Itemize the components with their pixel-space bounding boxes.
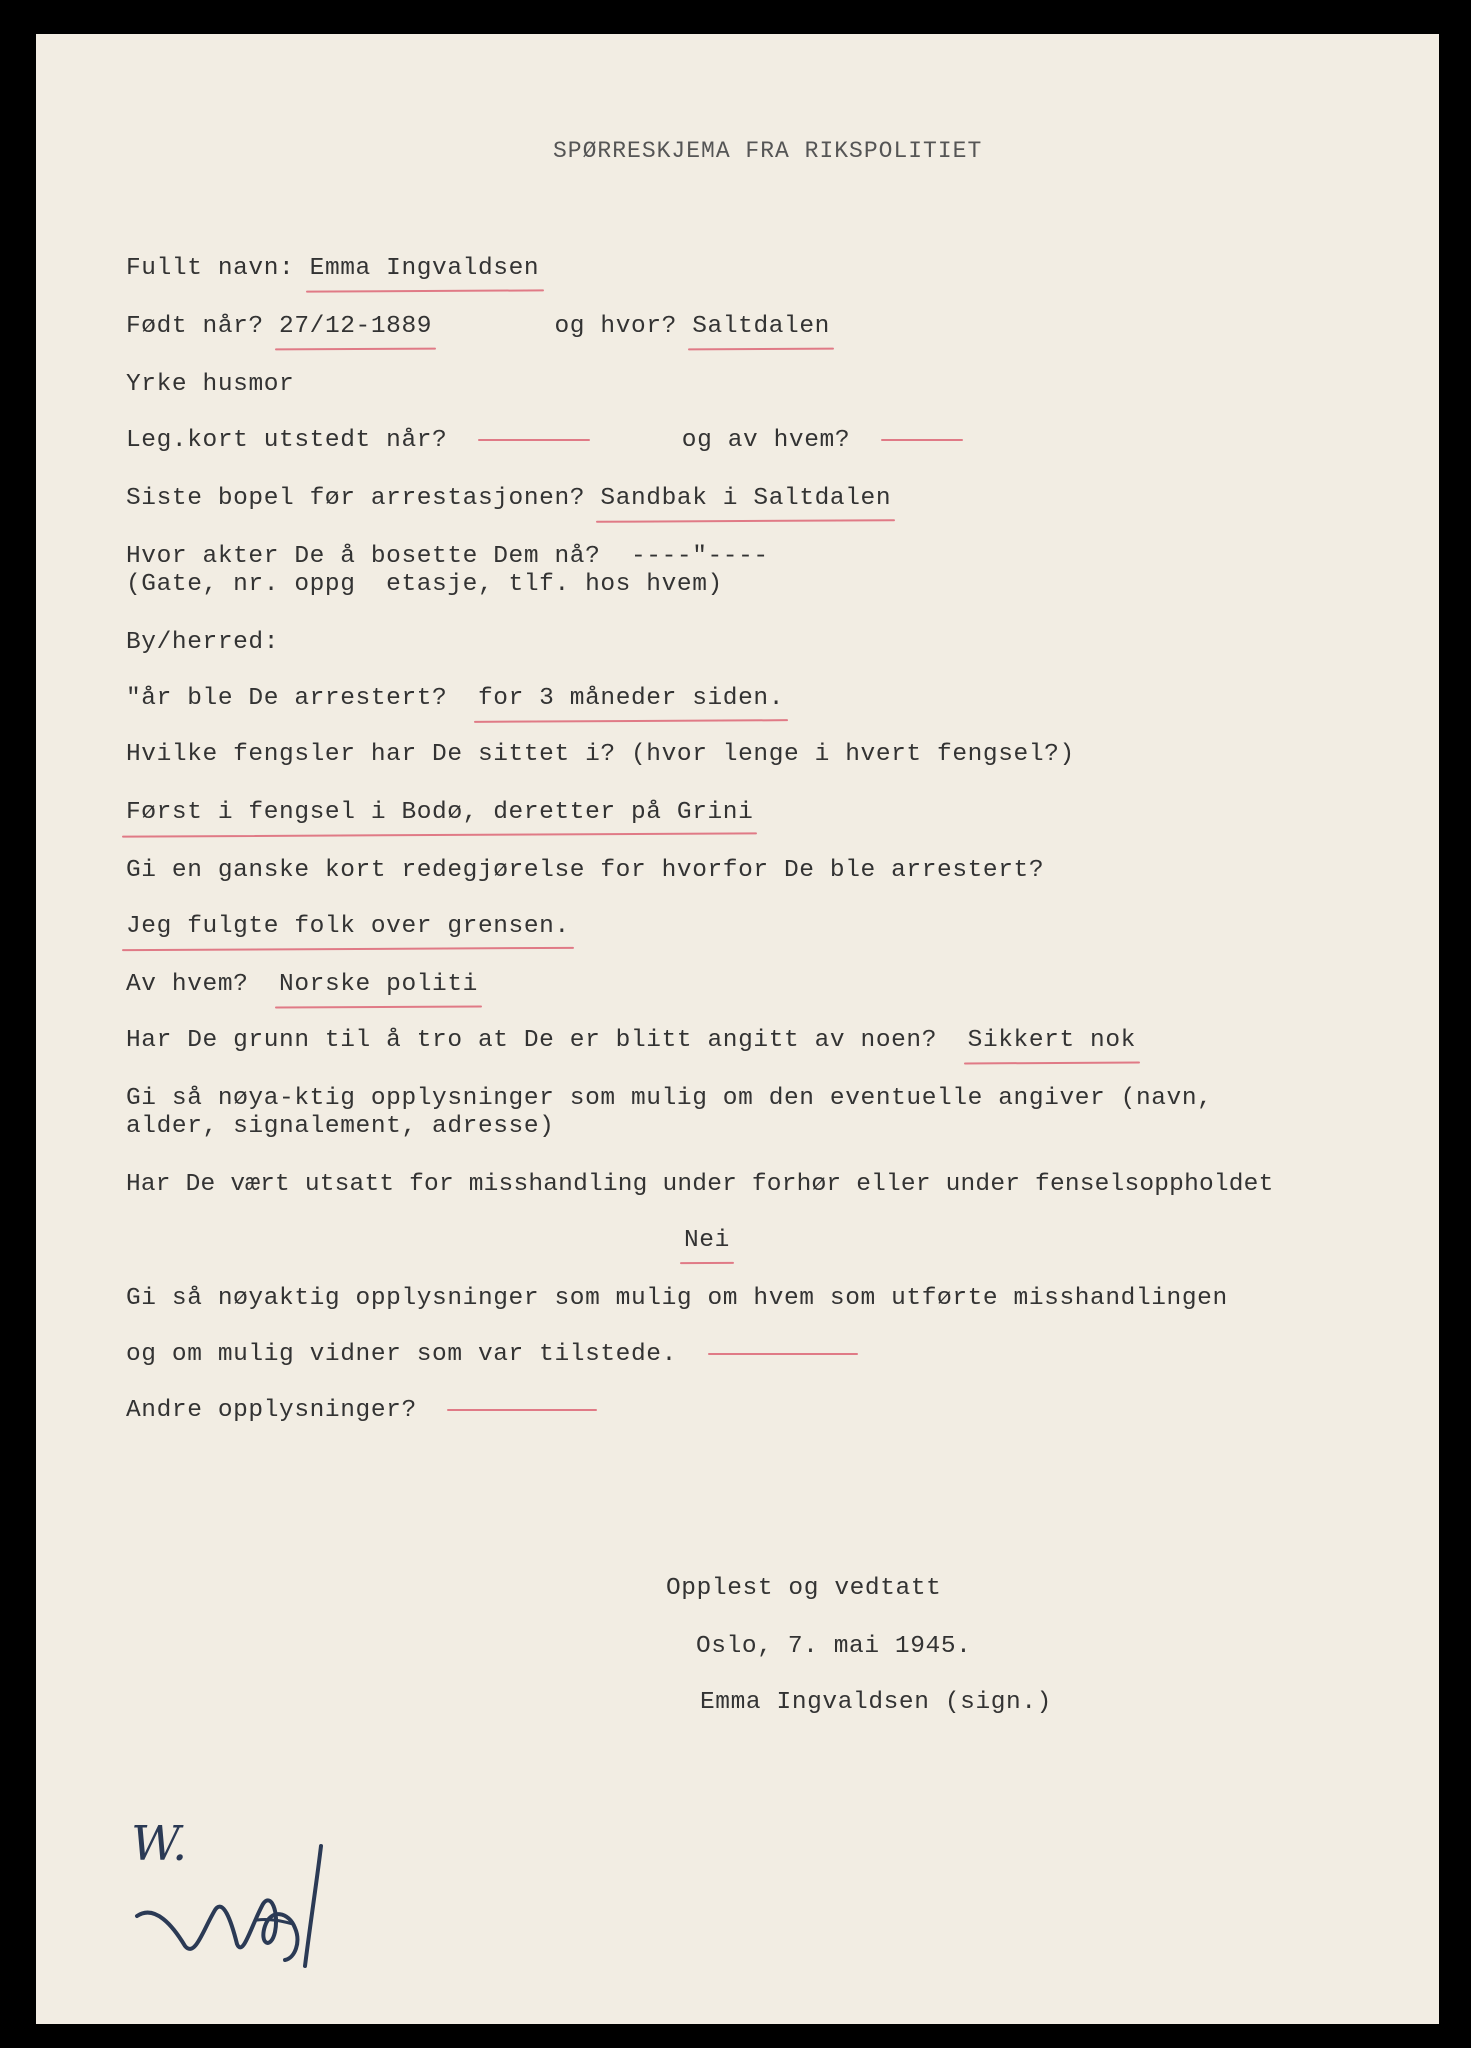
settle-value: ----"---- xyxy=(630,543,769,570)
settle-row xyxy=(126,542,769,572)
by-whom-value: Norske politi xyxy=(279,970,478,1004)
informer-row xyxy=(126,1026,1136,1060)
last-residence-label: Siste bopel før arrestasjonen? xyxy=(126,485,586,512)
legcard-blank-dash xyxy=(478,439,590,441)
abuser-details-row xyxy=(126,1340,858,1370)
informer-details-line1: Gi så nøya-ktig opplysninger som mulig om den eventuelle angiver (navn, xyxy=(126,1085,1213,1112)
arrested-when-label: "år ble De arrestert? xyxy=(126,685,448,712)
last-residence-value: Sandbak i Saltdalen xyxy=(600,484,891,518)
abuse-row xyxy=(684,1226,730,1260)
arrested-when-row xyxy=(126,684,784,718)
informer-details-line2: alder, signalement, adresse) xyxy=(126,1113,555,1140)
born-date: 27/12-1889 xyxy=(279,312,432,346)
other-label: Andre opplysninger? xyxy=(126,1397,417,1424)
name-row xyxy=(126,254,539,288)
by-whom-row xyxy=(126,970,478,1004)
handwritten-initial: W. xyxy=(131,1816,188,1872)
settle-hint: (Gate, nr. oppg etasje, tlf. hos hvem) xyxy=(126,571,723,598)
informer-value: Sikkert nok xyxy=(968,1026,1136,1060)
prisons-row xyxy=(126,798,753,832)
closing-line1: Opplest og vedtatt xyxy=(666,1575,942,1602)
name-value: Emma Ingvaldsen xyxy=(310,254,540,288)
occupation-row xyxy=(126,370,294,400)
handwritten-signature-mark xyxy=(125,1808,355,1978)
born-label: Født når? xyxy=(126,313,264,340)
abuse-value: Nei xyxy=(684,1226,730,1260)
city-label: By/herred: xyxy=(126,629,280,656)
born-where: Saltdalen xyxy=(692,312,830,346)
informer-label: Har De grunn til å tro at De er blitt angitt av noen? xyxy=(126,1027,938,1054)
name-label: Fullt navn: xyxy=(126,255,295,282)
born-row xyxy=(126,312,830,346)
closing-line2: Oslo, 7. mai 1945. xyxy=(696,1633,972,1660)
prisons-value: Først i fengsel i Bodø, deretter på Grini xyxy=(126,798,753,832)
reason-label: Gi en ganske kort redegjørelse for hvorfor De ble arrestert? xyxy=(126,857,1045,884)
closing-line3: Emma Ingvaldsen (sign.) xyxy=(700,1689,1052,1716)
reason-value: Jeg fulgte folk over grensen. xyxy=(126,912,570,946)
legcard-by-label: og av hvem? xyxy=(681,427,851,454)
legcard-row xyxy=(126,426,963,456)
abuser-blank-dash xyxy=(708,1353,858,1355)
other-blank-dash xyxy=(447,1409,597,1411)
abuser-details-line2: og om mulig vidner som var tilstede. xyxy=(126,1341,677,1368)
born-where-label: og hvor? xyxy=(554,313,677,340)
last-residence-row xyxy=(126,484,891,518)
arrested-when-value: for 3 måneder siden. xyxy=(478,684,784,718)
by-whom-label: Av hvem? xyxy=(126,971,249,998)
settle-label: Hvor akter De å bosette Dem nå? xyxy=(126,543,601,570)
legcard-by-blank-dash xyxy=(881,439,963,441)
abuser-details-line1: Gi så nøyaktig opplysninger som mulig om hvem som utførte misshandlingen xyxy=(126,1285,1228,1312)
abuse-label: Har De vært utsatt for misshandling under forhør eller under fenselsoppholdet xyxy=(126,1171,1274,1198)
prisons-label: Hvilke fengsler har De sittet i? (hvor lenge i hvert fengsel?) xyxy=(126,741,1075,768)
occupation-value: husmor xyxy=(202,371,295,398)
reason-row xyxy=(126,912,570,946)
other-row xyxy=(126,1396,597,1426)
occupation-label: Yrke xyxy=(126,371,188,398)
legcard-label: Leg.kort utstedt når? xyxy=(126,427,448,454)
document-title: SPØRRESKJEMA FRA RIKSPOLITIET xyxy=(553,138,983,164)
